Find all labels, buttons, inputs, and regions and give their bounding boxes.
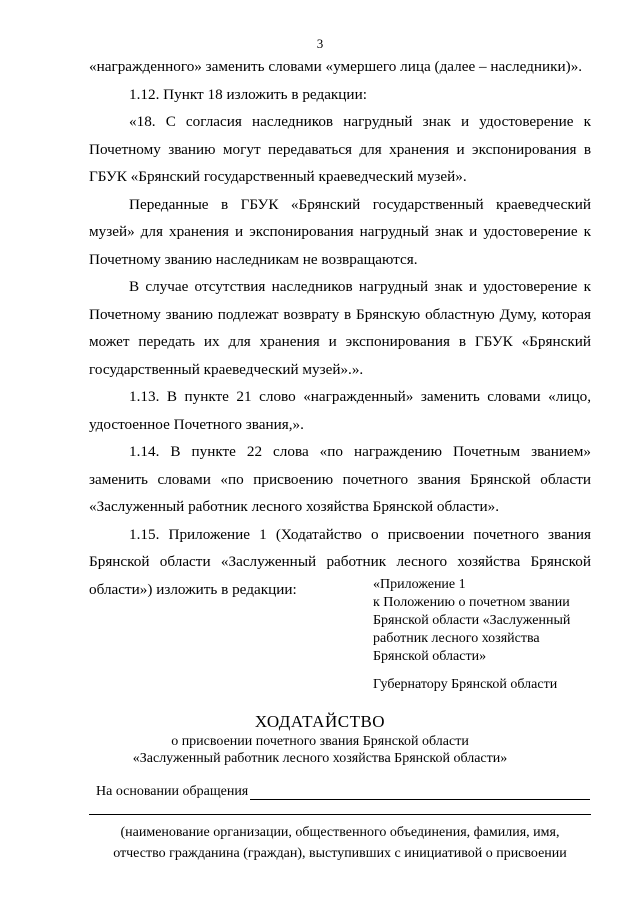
paragraph-1-13: 1.13. В пункте 21 слово «награжденный» заменить словами «лицо, удостоенное Почетного звания,».	[89, 388, 591, 433]
paragraph-1-12: 1.12. Пункт 18 изложить в редакции:	[129, 85, 367, 103]
basis-label: На основании обращения	[96, 784, 249, 799]
fill-rule	[89, 814, 591, 815]
paragraph-1-14: 1.14. В пункте 22 слова «по награждению Почетным званием» заменить словами «по присвоению почетного звания Брянской области «Заслуженный работник лесного хозяйства Брянской области».	[89, 443, 591, 515]
appendix-line: Брянской области «Заслуженный	[373, 613, 571, 628]
paragraph-transferred: Переданные в ГБУК «Брянский государственный краеведческий музей» для хранения и экспонирования нагрудный знак и удостоверение к Почетному званию наследникам не возвращаются.	[89, 195, 591, 268]
basis-row	[96, 784, 590, 800]
appendix-line: Брянской области»	[373, 649, 487, 664]
body-text	[89, 53, 591, 603]
appendix-header	[373, 576, 570, 666]
petition-subtitle-line: о присвоении почетного звания Брянской области	[171, 734, 469, 749]
paragraph-18: «18. С согласия наследников нагрудный знак и удостоверение к Почетному званию могут передаваться для хранения и экспонирования в ГБУК «Брянский государственный краеведческий музей».	[89, 113, 591, 185]
paragraph-continuation: «награжденного» заменить словами «умершего лица (далее – наследники)».	[89, 58, 583, 75]
basis-fill-line	[250, 785, 590, 800]
appendix-line: к Положению о почетном звании	[373, 595, 570, 610]
page-number: 3	[316, 36, 324, 51]
caption-line: отчество гражданина (граждан), выступивших с инициативой о присвоении	[113, 846, 567, 861]
appendix-line: работник лесного хозяйства	[373, 631, 540, 646]
petition-subtitle	[0, 733, 640, 767]
paragraph-no-heirs: В случае отсутствия наследников нагрудный знак и удостоверение к Почетному званию подлежат возврату в Брянскую областную Думу, которая может передать их для хранения и экспонирования в ГБУК «Брянский государственный краеведческий музей».».	[89, 278, 591, 378]
addressee: Губернатору Брянской области	[373, 677, 558, 692]
fill-caption	[89, 822, 591, 864]
petition-title: ХОДАТАЙСТВО	[254, 712, 386, 731]
caption-line: (наименование организации, общественного объединения, фамилия, имя,	[120, 825, 560, 840]
paragraph-1-15: 1.15. Приложение 1 (Ходатайство о присвоении почетного звания Брянской области «Заслуженный работник лесного хозяйства Брянской области») изложить в редакции:	[89, 525, 591, 598]
appendix-line: «Приложение 1	[373, 577, 466, 592]
petition-subtitle-line: «Заслуженный работник лесного хозяйства Брянской области»	[132, 751, 508, 766]
